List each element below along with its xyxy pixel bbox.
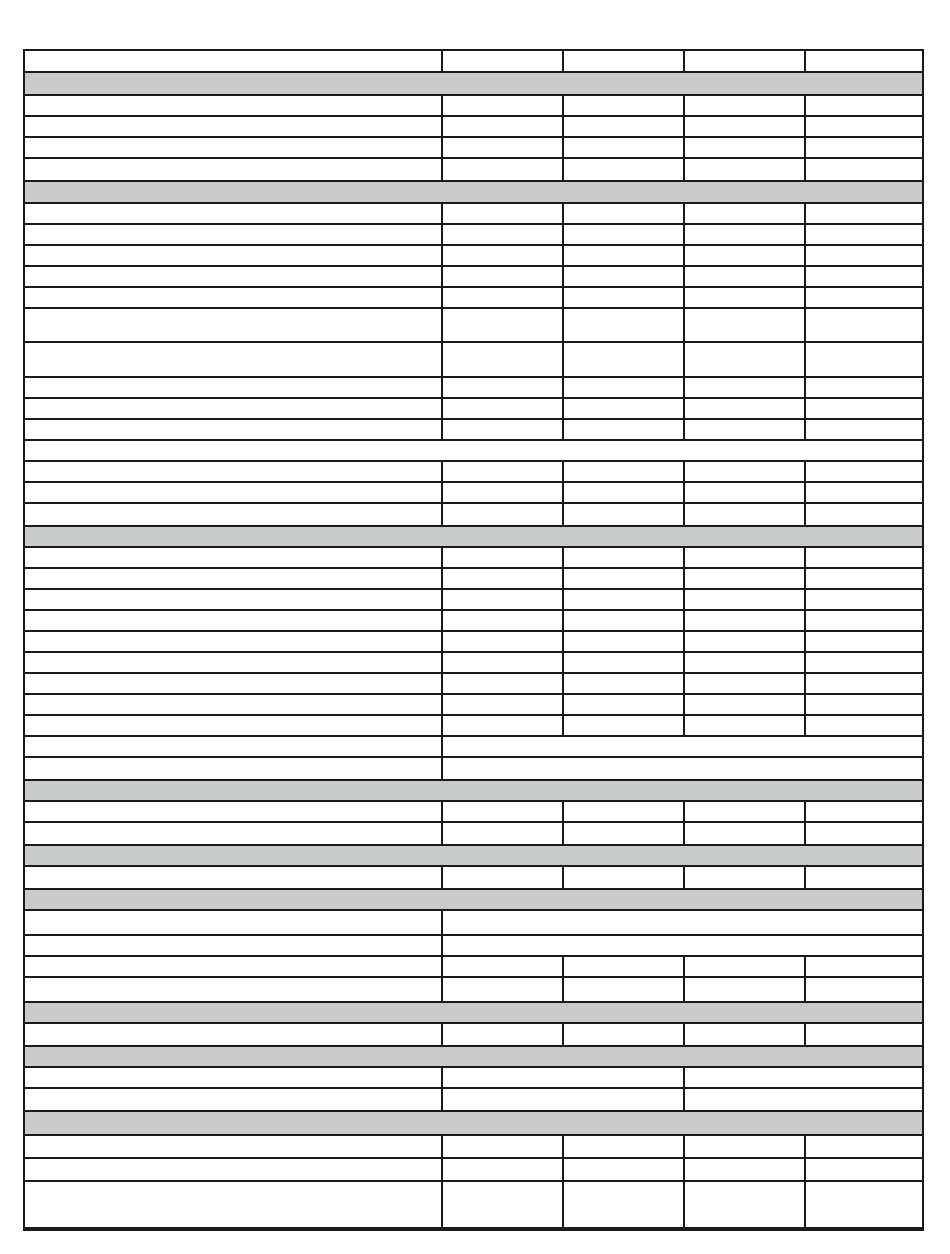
table-cell xyxy=(683,483,804,502)
table-cell xyxy=(562,1159,683,1180)
table-cell xyxy=(804,1024,922,1045)
table-cell xyxy=(804,309,922,341)
table-row xyxy=(25,674,922,695)
table-cell xyxy=(804,716,922,735)
table-row xyxy=(25,1136,922,1159)
table-cell xyxy=(804,802,922,821)
table-cell xyxy=(562,1024,683,1045)
table-cell xyxy=(683,1089,922,1110)
table-cell xyxy=(562,138,683,157)
table-cell xyxy=(683,611,804,630)
table-cell xyxy=(804,1182,922,1227)
table-cell xyxy=(25,1068,441,1087)
table-row xyxy=(25,695,922,716)
table-cell xyxy=(683,569,804,588)
table-cell xyxy=(683,1159,804,1180)
table-cell xyxy=(25,936,441,955)
table-cell xyxy=(441,611,562,630)
spec-table xyxy=(23,49,924,1231)
table-cell xyxy=(562,504,683,525)
table-row xyxy=(25,1068,922,1089)
table-cell xyxy=(804,1136,922,1157)
table-cell xyxy=(804,957,922,976)
table-cell xyxy=(562,590,683,609)
table-cell xyxy=(562,51,683,55)
table-cell xyxy=(562,632,683,651)
table-row xyxy=(25,378,922,399)
table-cell xyxy=(562,483,683,502)
table-cell xyxy=(25,1136,441,1157)
table-cell xyxy=(683,267,804,286)
table-cell xyxy=(683,117,804,136)
table-cell xyxy=(804,632,922,651)
table-cell xyxy=(562,611,683,630)
table-cell xyxy=(441,695,562,714)
table-cell xyxy=(441,1024,562,1045)
table-cell xyxy=(683,309,804,341)
table-cell xyxy=(562,802,683,821)
table-cell xyxy=(804,204,922,223)
table-cell xyxy=(683,653,804,672)
table-cell xyxy=(804,343,922,376)
table-cell xyxy=(25,138,441,157)
table-cell xyxy=(441,548,562,567)
table-cell xyxy=(441,159,562,180)
table-cell xyxy=(25,1089,441,1110)
table-cell xyxy=(683,420,804,439)
table-row xyxy=(25,632,922,653)
section-header-row xyxy=(25,73,922,96)
table-cell xyxy=(25,51,441,55)
table-cell xyxy=(683,138,804,157)
table-row xyxy=(25,462,922,483)
table-cell xyxy=(25,399,441,418)
table-row xyxy=(25,96,922,117)
table-cell xyxy=(683,978,804,1001)
table-cell xyxy=(25,267,441,286)
table-cell xyxy=(441,632,562,651)
table-cell xyxy=(441,737,922,756)
table-cell xyxy=(25,1024,441,1045)
table-row xyxy=(25,611,922,632)
table-row xyxy=(25,441,922,462)
table-cell xyxy=(441,309,562,341)
table-cell xyxy=(441,802,562,821)
section-label xyxy=(25,890,922,909)
table-cell xyxy=(683,51,804,55)
table-cell xyxy=(683,716,804,735)
table-cell xyxy=(804,117,922,136)
table-cell xyxy=(441,867,562,888)
section-label xyxy=(25,781,922,800)
table-cell xyxy=(804,978,922,1001)
table-cell xyxy=(441,504,562,525)
table-cell xyxy=(441,204,562,223)
table-cell xyxy=(683,378,804,397)
table-cell xyxy=(562,548,683,567)
table-row xyxy=(25,504,922,527)
section-header-row xyxy=(25,1003,922,1024)
table-cell xyxy=(441,51,562,55)
table-cell xyxy=(441,911,922,934)
table-cell xyxy=(562,1182,683,1227)
section-header-row xyxy=(25,527,922,548)
table-cell xyxy=(683,1024,804,1045)
table-cell xyxy=(25,867,441,888)
table-cell xyxy=(441,225,562,244)
table-cell xyxy=(683,399,804,418)
table-row xyxy=(25,399,922,420)
table-cell xyxy=(683,802,804,821)
table-cell xyxy=(804,462,922,481)
section-label xyxy=(25,846,922,865)
table-cell xyxy=(683,957,804,976)
table-cell xyxy=(804,267,922,286)
table-cell xyxy=(804,225,922,244)
section-header-row xyxy=(25,781,922,802)
table-cell xyxy=(562,399,683,418)
table-cell xyxy=(441,569,562,588)
table-cell xyxy=(683,96,804,115)
table-cell xyxy=(25,378,441,397)
table-cell xyxy=(441,1089,683,1110)
table-cell xyxy=(804,138,922,157)
table-cell xyxy=(562,695,683,714)
table-cell xyxy=(562,653,683,672)
table-row xyxy=(25,802,922,823)
table-cell xyxy=(683,204,804,223)
table-cell xyxy=(562,978,683,1001)
table-cell xyxy=(804,674,922,693)
table-cell xyxy=(441,590,562,609)
table-cell xyxy=(562,674,683,693)
table-row xyxy=(25,548,922,569)
table-cell xyxy=(562,1136,683,1157)
table-cell xyxy=(25,504,441,525)
table-cell xyxy=(25,441,922,460)
table-cell xyxy=(441,246,562,265)
table-cell xyxy=(25,674,441,693)
section-label xyxy=(25,527,922,546)
table-cell xyxy=(562,96,683,115)
table-row xyxy=(25,936,922,957)
table-row xyxy=(25,309,922,343)
section-header-row xyxy=(25,890,922,911)
table-cell xyxy=(562,823,683,844)
table-cell xyxy=(804,504,922,525)
table-cell xyxy=(804,420,922,439)
table-cell xyxy=(683,1136,804,1157)
table-row xyxy=(25,716,922,737)
table-cell xyxy=(25,978,441,1001)
section-header-row xyxy=(25,1112,922,1136)
section-header-row xyxy=(25,1047,922,1068)
table-cell xyxy=(683,867,804,888)
table-cell xyxy=(683,1182,804,1227)
table-cell xyxy=(683,343,804,376)
table-cell xyxy=(562,343,683,376)
table-cell xyxy=(25,96,441,115)
table-cell xyxy=(804,378,922,397)
table-cell xyxy=(804,1159,922,1180)
table-cell xyxy=(25,737,441,756)
table-row xyxy=(25,823,922,846)
table-row xyxy=(25,867,922,890)
table-row xyxy=(25,653,922,674)
table-cell xyxy=(441,978,562,1001)
table-row xyxy=(25,911,922,936)
table-cell xyxy=(804,483,922,502)
table-cell xyxy=(562,246,683,265)
table-cell xyxy=(441,288,562,307)
section-header-row xyxy=(25,182,922,204)
table-cell xyxy=(25,695,441,714)
table-row xyxy=(25,1024,922,1047)
table-cell xyxy=(683,246,804,265)
table-cell xyxy=(441,716,562,735)
table-cell xyxy=(804,96,922,115)
table-cell xyxy=(683,695,804,714)
table-cell xyxy=(441,462,562,481)
section-label xyxy=(25,1047,922,1066)
table-cell xyxy=(804,867,922,888)
table-cell xyxy=(562,225,683,244)
table-cell xyxy=(25,343,441,376)
table-cell xyxy=(25,483,441,502)
section-label xyxy=(25,1112,922,1134)
table-cell xyxy=(25,716,441,735)
table-cell xyxy=(683,159,804,180)
table-cell xyxy=(25,1182,441,1227)
table-cell xyxy=(25,204,441,223)
table-cell xyxy=(25,802,441,821)
table-cell xyxy=(804,611,922,630)
table-cell xyxy=(25,590,441,609)
table-cell xyxy=(804,288,922,307)
table-cell xyxy=(441,674,562,693)
table-row xyxy=(25,737,922,758)
table-cell xyxy=(804,590,922,609)
table-cell xyxy=(441,823,562,844)
table-cell xyxy=(25,957,441,976)
table-cell xyxy=(25,823,441,844)
table-cell xyxy=(25,462,441,481)
table-row xyxy=(25,288,922,309)
table-cell xyxy=(804,159,922,180)
table-cell xyxy=(25,1159,441,1180)
table-cell xyxy=(562,420,683,439)
table-row xyxy=(25,758,922,781)
table-cell xyxy=(25,309,441,341)
table-cell xyxy=(25,117,441,136)
table-cell xyxy=(25,548,441,567)
table-cell xyxy=(25,758,441,779)
table-cell xyxy=(441,343,562,376)
table-cell xyxy=(562,204,683,223)
table-row xyxy=(25,978,922,1003)
table-row xyxy=(25,420,922,441)
table-cell xyxy=(804,246,922,265)
table-cell xyxy=(683,504,804,525)
table-row xyxy=(25,1159,922,1182)
table-cell xyxy=(25,632,441,651)
table-cell xyxy=(441,96,562,115)
table-cell xyxy=(804,695,922,714)
section-label xyxy=(25,73,922,94)
table-cell xyxy=(441,758,922,779)
table-cell xyxy=(562,267,683,286)
table-cell xyxy=(441,1159,562,1180)
table-cell xyxy=(441,1182,562,1227)
table-row xyxy=(25,138,922,159)
table-cell xyxy=(25,288,441,307)
table-cell xyxy=(441,957,562,976)
table-row xyxy=(25,267,922,288)
table-cell xyxy=(804,548,922,567)
table-cell xyxy=(562,309,683,341)
table-cell xyxy=(562,716,683,735)
table-cell xyxy=(441,138,562,157)
table-cell xyxy=(25,420,441,439)
table-cell xyxy=(804,51,922,55)
table-row xyxy=(25,246,922,267)
table-row xyxy=(25,590,922,611)
table-cell xyxy=(683,1068,922,1087)
table-cell xyxy=(562,957,683,976)
table-cell xyxy=(562,462,683,481)
table-cell xyxy=(562,117,683,136)
table-cell xyxy=(25,653,441,672)
table-cell xyxy=(683,288,804,307)
table-cell xyxy=(804,823,922,844)
section-label xyxy=(25,1003,922,1022)
table-cell xyxy=(683,462,804,481)
table-cell xyxy=(683,823,804,844)
table-cell xyxy=(25,246,441,265)
table-cell xyxy=(441,378,562,397)
table-cell xyxy=(562,867,683,888)
table-cell xyxy=(562,569,683,588)
table-cell xyxy=(441,653,562,672)
table-row xyxy=(25,225,922,246)
table-cell xyxy=(683,590,804,609)
table-row xyxy=(25,1182,922,1229)
table-cell xyxy=(25,911,441,934)
table-cell xyxy=(441,1068,683,1087)
table-cell xyxy=(441,936,922,955)
table-cell xyxy=(562,378,683,397)
table-cell xyxy=(441,267,562,286)
table-cell xyxy=(562,288,683,307)
section-label xyxy=(25,182,922,202)
table-cell xyxy=(441,399,562,418)
table-cell xyxy=(25,159,441,180)
table-cell xyxy=(441,483,562,502)
table-row xyxy=(25,957,922,978)
table-cell xyxy=(25,569,441,588)
table-row xyxy=(25,569,922,590)
table-row xyxy=(25,117,922,138)
table-cell xyxy=(683,225,804,244)
table-row xyxy=(25,343,922,378)
table-row xyxy=(25,483,922,504)
table-cell xyxy=(683,632,804,651)
table-cell xyxy=(683,548,804,567)
table-row xyxy=(25,204,922,225)
table-row xyxy=(25,159,922,182)
table-cell xyxy=(441,117,562,136)
table-cell xyxy=(804,653,922,672)
table-cell xyxy=(441,420,562,439)
table-cell xyxy=(683,674,804,693)
table-cell xyxy=(804,399,922,418)
table-cell xyxy=(562,159,683,180)
table-cell xyxy=(441,1136,562,1157)
table-cell xyxy=(25,225,441,244)
section-header-row xyxy=(25,846,922,867)
table-row xyxy=(25,1089,922,1112)
table-cell xyxy=(25,611,441,630)
table-cell xyxy=(804,569,922,588)
